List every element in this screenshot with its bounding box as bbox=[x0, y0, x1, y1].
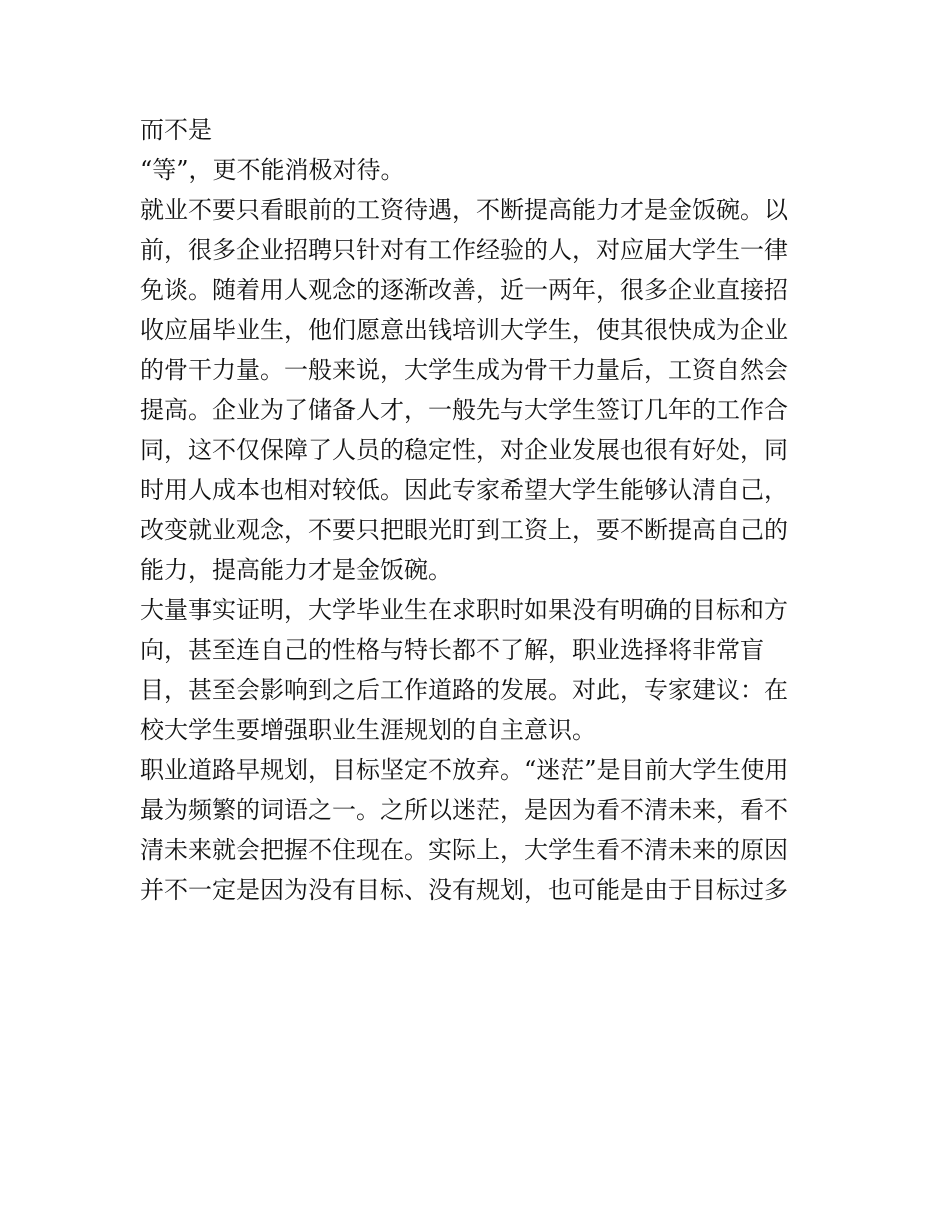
text-line: 并不一定是因为没有目标、没有规划，也可能是由于目标过多 bbox=[140, 876, 788, 904]
text-line: 校大学生要增强职业生涯规划的自主意识。 bbox=[140, 716, 596, 744]
text-line: 目，甚至会影响到之后工作道路的发展。对此，专家建议：在 bbox=[140, 676, 788, 704]
text-line: 而不是 bbox=[140, 116, 212, 144]
text-line: 时用人成本也相对较低。因此专家希望大学生能够认清自己， bbox=[140, 476, 788, 504]
text-line: 的骨干力量。一般来说，大学生成为骨干力量后，工资自然会 bbox=[140, 356, 788, 384]
text-line: 大量事实证明，大学毕业生在求职时如果没有明确的目标和方 bbox=[140, 596, 788, 624]
text-line: 提高。企业为了储备人才，一般先与大学生签订几年的工作合 bbox=[140, 396, 788, 424]
text-line: 同，这不仅保障了人员的稳定性，对企业发展也很有好处，同 bbox=[140, 436, 788, 464]
text-line: 就业不要只看眼前的工资待遇，不断提高能力才是金饭碗。以 bbox=[140, 196, 788, 224]
text-line: 改变就业观念，不要只把眼光盯到工资上，要不断提高自己的 bbox=[140, 516, 788, 544]
text-line: 收应届毕业生，他们愿意出钱培训大学生，使其很快成为企业 bbox=[140, 316, 788, 344]
text-line: 职业道路早规划，目标坚定不放弃。“迷茫”是目前大学生使用 bbox=[140, 756, 789, 784]
text-line: 向，甚至连自己的性格与特长都不了解，职业选择将非常盲 bbox=[140, 636, 764, 664]
text-line: 前，很多企业招聘只针对有工作经验的人，对应届大学生一律 bbox=[140, 236, 788, 264]
text-line: 最为频繁的词语之一。之所以迷茫，是因为看不清未来，看不 bbox=[140, 796, 788, 824]
text-line: 清未来就会把握不住现在。实际上，大学生看不清未来的原因 bbox=[140, 836, 788, 864]
text-line: “等”，更不能消极对待。 bbox=[140, 156, 405, 184]
text-line: 免谈。随着用人观念的逐渐改善，近一两年，很多企业直接招 bbox=[140, 276, 788, 304]
body-text bbox=[140, 110, 820, 910]
text-line: 能力，提高能力才是金饭碗。 bbox=[140, 556, 452, 584]
